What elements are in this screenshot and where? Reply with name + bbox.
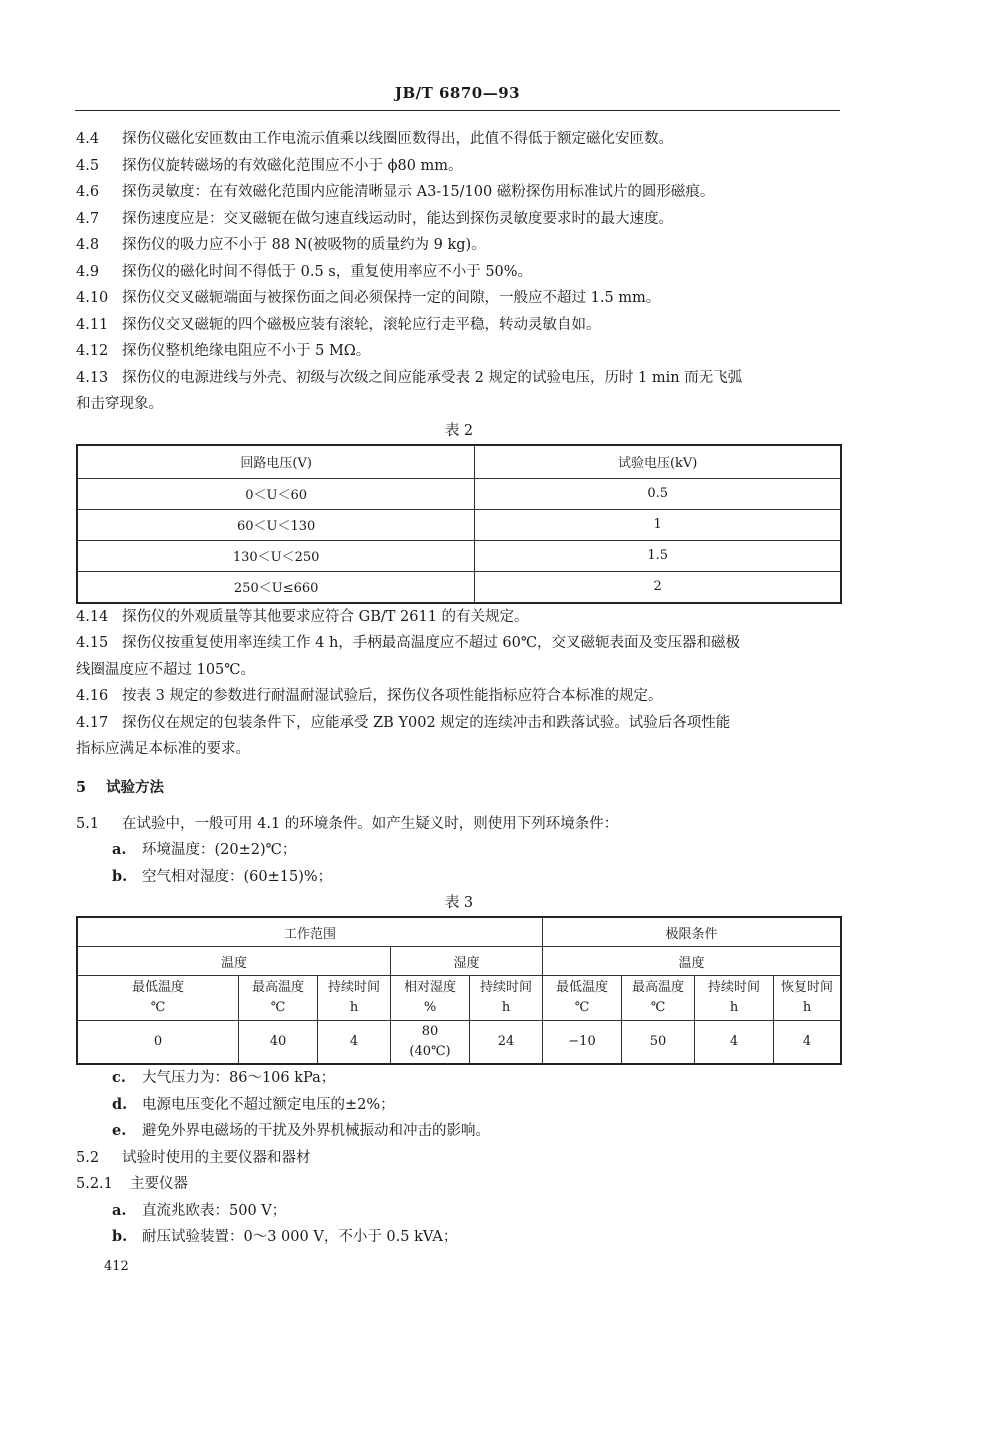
column-name: 持续时间 — [707, 980, 760, 995]
list-marker: b. — [112, 867, 128, 885]
clause-number: 4.6 — [76, 184, 100, 200]
clause-continuation: 指标应满足本标准的要求。 — [76, 741, 250, 757]
table-header-cell — [695, 976, 774, 1021]
clause-item — [76, 683, 842, 710]
list-marker: b. — [112, 1228, 128, 1245]
table-header-row — [77, 917, 841, 947]
table-header-cell — [77, 976, 239, 1021]
table-row — [77, 1021, 841, 1065]
clause-number: 4.4 — [76, 131, 100, 147]
clause-item — [76, 1145, 842, 1172]
column-unit: h — [349, 1000, 359, 1015]
clause-item — [76, 604, 842, 631]
clause-number: 4.17 — [76, 714, 109, 731]
list-item — [76, 837, 842, 864]
column-unit: h — [802, 1000, 812, 1015]
list-text: 避免外界电磁场的干扰及外界机械振动和冲击的影响。 — [142, 1123, 490, 1139]
table-header-cell — [774, 976, 842, 1021]
list-item — [76, 1065, 842, 1092]
column-unit: ℃ — [650, 1000, 666, 1015]
list-text: 空气相对湿度：(60±15)%； — [142, 868, 333, 885]
table-cell: 250＜U≤660 — [77, 571, 475, 603]
clause-item — [76, 338, 842, 365]
clause-number: 4.5 — [76, 157, 100, 174]
clause-item — [76, 179, 842, 206]
table-subgroup-header: 温度 — [77, 947, 391, 976]
list-marker: a. — [112, 841, 127, 858]
table3 — [76, 916, 842, 1065]
table-cell: 24 — [470, 1021, 543, 1065]
table-header-cell — [470, 976, 543, 1021]
column-unit: h — [729, 1000, 739, 1015]
clause-text: 探伤仪交叉磁轭的四个磁极应装有滚轮，滚轮应行走平稳，转动灵敏自如。 — [122, 316, 601, 333]
column-name: 最高温度 — [631, 980, 684, 995]
table-cell: 1 — [475, 509, 841, 540]
table-group-header: 极限条件 — [543, 917, 842, 947]
clause-number: 4.9 — [76, 263, 100, 280]
table-row — [77, 478, 841, 509]
table-header-row — [77, 947, 841, 976]
column-unit: ℃ — [574, 1000, 590, 1015]
clause-list-b — [76, 604, 842, 763]
table3-caption: 表 3 — [444, 895, 474, 911]
table-cell — [391, 1021, 470, 1065]
clause-item — [76, 1171, 842, 1198]
clause-item — [76, 285, 842, 312]
list-text: 电源电压变化不超过额定电压的±2%； — [142, 1096, 395, 1113]
clause-number: 4.8 — [76, 237, 100, 253]
clause-text: 主要仪器 — [130, 1176, 188, 1192]
column-unit: ℃ — [270, 1000, 286, 1015]
column-name: 持续时间 — [479, 980, 532, 995]
clause-continuation: 和击穿现象。 — [76, 396, 163, 412]
clause-item — [76, 259, 842, 286]
list-text: 大气压力为：86～106 kPa； — [142, 1070, 336, 1086]
table-header-cell — [391, 976, 470, 1021]
clause-text: 按表 3 规定的参数进行耐温耐湿试验后，探伤仪各项性能指标应符合本标准的规定。 — [122, 688, 663, 704]
clause-text: 探伤仪整机绝缘电阻应不小于 5 MΩ。 — [122, 343, 371, 359]
table-cell: 0＜U＜60 — [77, 478, 475, 509]
table-header-cell — [239, 976, 318, 1021]
clause-number: 4.12 — [76, 343, 109, 359]
list-marker: e. — [112, 1122, 127, 1139]
page-content — [76, 126, 842, 1251]
column-name: 恢复时间 — [780, 980, 833, 995]
clause-text: 试验时使用的主要仪器和器材 — [122, 1149, 311, 1166]
table-cell: 60＜U＜130 — [77, 509, 475, 540]
list-marker: d. — [112, 1095, 128, 1113]
table-header-cell: 回路电压(V) — [77, 445, 475, 479]
clause-number: 4.14 — [76, 608, 109, 625]
table-subgroup-header: 温度 — [543, 947, 842, 976]
table-cell: 40 — [239, 1021, 318, 1065]
clause-text: 探伤灵敏度：在有效磁化范围内应能清晰显示 A3-15/100 磁粉探伤用标准试片的圆形磁痕。 — [122, 184, 715, 200]
table-header-cell — [622, 976, 695, 1021]
section-5-title — [76, 775, 842, 801]
clause-item — [76, 153, 842, 180]
list-text: 耐压试验装置：0～3 000 V，不小于 0.5 kVA； — [142, 1229, 458, 1245]
table-cell: 1.5 — [475, 540, 841, 571]
table-header-cell — [318, 976, 391, 1021]
column-name: 持续时间 — [327, 980, 380, 995]
clause-number: 4.16 — [76, 688, 109, 704]
clause-number: 4.11 — [76, 316, 109, 333]
clause-text: 探伤仪交叉磁轭端面与被探伤面之间必须保持一定的间隙，一般应不超过 1.5 mm。 — [122, 290, 661, 306]
clause-continuation: 线圈温度应不超过 105℃。 — [76, 661, 256, 678]
clause-number: 4.10 — [76, 290, 109, 306]
clause-item — [76, 630, 842, 657]
list-marker: c. — [112, 1069, 126, 1086]
table-group-header: 工作范围 — [77, 917, 543, 947]
clause-item — [76, 126, 842, 153]
clause-number: 4.7 — [76, 210, 100, 227]
clause-number: 5.1 — [76, 815, 100, 832]
table-cell: 4 — [695, 1021, 774, 1065]
list-item — [76, 1198, 842, 1225]
table-cell: 4 — [774, 1021, 842, 1065]
table-cell: 130＜U＜250 — [77, 540, 475, 571]
page-header-title: JB/T 6870—93 — [394, 84, 521, 102]
clause-item — [76, 312, 842, 339]
clause-text: 探伤仪旋转磁场的有效磁化范围应不小于 ϕ80 mm。 — [122, 157, 463, 174]
table-header-row — [77, 976, 841, 1021]
list-item — [76, 1092, 842, 1119]
clause-item — [76, 232, 842, 259]
table-row — [77, 509, 841, 540]
clause-item — [76, 811, 842, 838]
column-unit: h — [501, 1000, 511, 1015]
table-cell: 0.5 — [475, 478, 841, 509]
table-cell: 4 — [318, 1021, 391, 1065]
clause-text: 探伤速度应是：交叉磁轭在做匀速直线运动时，能达到探伤灵敏度要求时的最大速度。 — [122, 210, 673, 227]
column-unit: % — [423, 1000, 437, 1015]
clause-text: 探伤仪的外观质量等其他要求应符合 GB/T 2611 的有关规定。 — [122, 608, 529, 625]
clause-text: 探伤仪磁化安匝数由工作电流示值乘以线圈匝数得出，此值不得低于额定磁化安匝数。 — [122, 131, 673, 147]
table-cell: 2 — [475, 571, 841, 603]
cell-value: 80 — [421, 1024, 439, 1039]
table-header-cell — [543, 976, 622, 1021]
column-name: 最高温度 — [251, 980, 304, 995]
clause-item — [76, 710, 842, 737]
table2-caption: 表 2 — [444, 422, 474, 439]
clause-text: 探伤仪的吸力应不小于 88 N(被吸物的质量约为 9 kg)。 — [122, 237, 486, 253]
clause-text: 在试验中，一般可用 4.1 的环境条件。如产生疑义时，则使用下列环境条件： — [122, 815, 619, 832]
column-unit: ℃ — [150, 1000, 166, 1015]
list-text: 环境温度：(20±2)℃； — [142, 842, 297, 858]
cell-note: (40℃) — [409, 1044, 451, 1059]
clause-text: 探伤仪的磁化时间不得低于 0.5 s，重复使用率应不小于 50%。 — [122, 263, 533, 280]
table-cell: 0 — [77, 1021, 239, 1065]
clause-number: 5.2.1 — [76, 1176, 113, 1192]
section-title-text: 试验方法 — [106, 778, 164, 796]
table2 — [76, 444, 842, 604]
column-name: 相对湿度 — [403, 980, 456, 995]
column-name: 最低温度 — [131, 980, 184, 995]
clause-text: 探伤仪在规定的包装条件下，应能承受 ZB Y002 规定的连续冲击和跌落试验。试验后各项性能 — [122, 714, 731, 731]
clause-number: 5.2 — [76, 1149, 100, 1166]
table-header-row — [77, 445, 841, 479]
list-item — [76, 1118, 842, 1145]
clause-list-a — [76, 126, 842, 418]
list-item — [76, 1224, 842, 1251]
table-cell: 50 — [622, 1021, 695, 1065]
section-number: 5 — [76, 778, 87, 796]
clause-text: 探伤仪按重复使用率连续工作 4 h，手柄最高温度应不超过 60℃，交叉磁轭表面及变压器和磁极 — [122, 635, 741, 651]
list-text: 直流兆欧表：500 V； — [142, 1202, 287, 1219]
table-cell: −10 — [543, 1021, 622, 1065]
table-row — [77, 540, 841, 571]
clause-number: 4.13 — [76, 369, 109, 386]
clause-item — [76, 206, 842, 233]
page-number: 412 — [104, 1259, 129, 1274]
table-header-cell: 试验电压(kV) — [475, 445, 841, 479]
column-name: 最低温度 — [555, 980, 608, 995]
table-row — [77, 571, 841, 603]
list-marker: a. — [112, 1201, 127, 1219]
clause-number: 4.15 — [76, 635, 109, 651]
clause-text: 探伤仪的电源进线与外壳、初级与次级之间应能承受表 2 规定的试验电压，历时 1 min 而无飞弧 — [122, 369, 743, 386]
list-item — [76, 864, 842, 891]
table-subgroup-header: 湿度 — [391, 947, 543, 976]
header-rule — [75, 110, 840, 111]
clause-item — [76, 365, 842, 392]
